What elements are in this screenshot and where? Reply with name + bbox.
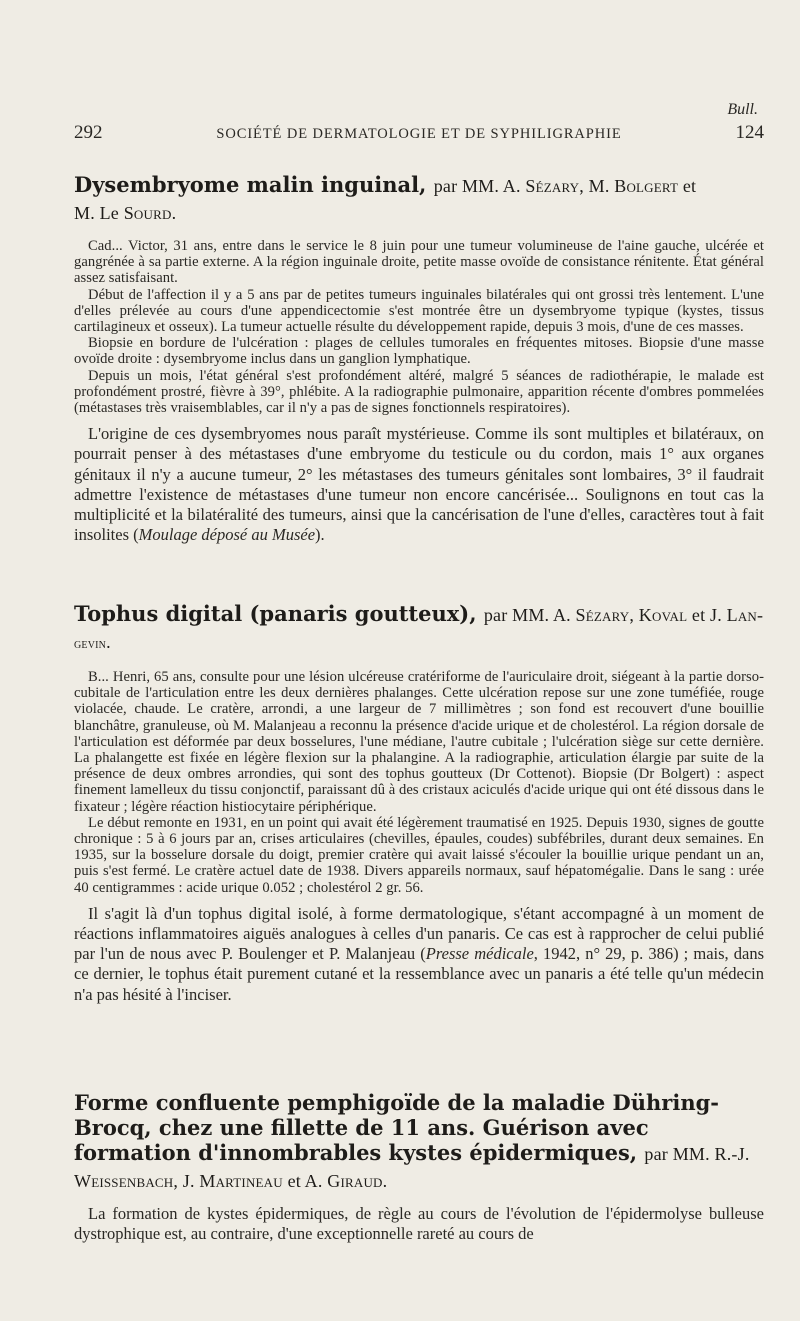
comment-end: ). (315, 525, 325, 545)
comment-text: Il s'agit là d'un tophus digital isolé, à forme dermatologique, s'étant accompagné à un moment de réactions inflammatoires aiguës analogues à celles d'un panaris. Ce cas est à rapprocher de celui publié par l'un de nous avec P. Boulenger et P. Malanjeau ( (74, 903, 764, 964)
article-title (74, 601, 764, 657)
title-text: Forme confluente pemphigoïde de la maladie Dühring-Brocq, chez une fillette de 11 ans. Guérison avec formation d'innombrables kystes épidermiques, (74, 1090, 719, 1165)
intro-paragraph: La formation de kystes épidermiques, de règle au cours de l'évolution de l'épidermolyse bulleuse dystrophique est, au contraire, d'une exceptionnelle rareté au cours de (74, 1204, 764, 1244)
author-name: Lan- (726, 605, 764, 625)
authors-prefix: par MM. A. (483, 605, 571, 625)
authors-prefix: par MM. A. (433, 176, 521, 196)
comment-paragraph (74, 904, 764, 1005)
authors-separator: et J. (691, 605, 722, 625)
case-paragraph: Depuis un mois, l'état général s'est profondément altéré, malgré 5 séances de radiothérapie, le malade est profondément prostré, fièvre à 39°, phlébite. A la radiographie pulmonaire, apparition récente d'ombres pommelées (métastases très vraisemblables, car il n'y a pas de signes fonctionnels respiratoires). (74, 367, 764, 417)
volume-number: 124 (735, 122, 764, 143)
comment-paragraph (74, 424, 764, 545)
running-title: SOCIÉTÉ DE DERMATOLOGIE ET DE SYPHILIGRAPHIE (216, 126, 622, 142)
case-paragraph: Cad... Victor, 31 ans, entre dans le service le 8 juin pour une tumeur volumineuse de l'aine gauche, ulcérée et gangrénée à sa partie externe. A la région inguinale droite, petite masse ovoïde de consistance rénitente. État général assez satisfaisant. (74, 238, 764, 287)
page-number: 292 (74, 122, 103, 143)
comment-italic: Moulage déposé au Musée (138, 525, 316, 545)
article-tophus (74, 601, 764, 1005)
authors-separator: , M. (579, 176, 610, 196)
author-name: Koval (638, 605, 688, 625)
author-name: Sézary (575, 605, 630, 625)
author-name: Sézary (525, 176, 580, 196)
authors-separator: , (629, 605, 635, 625)
authors-end: . (382, 1171, 388, 1191)
article-title (74, 172, 764, 226)
author-name: Martineau (199, 1171, 283, 1191)
bulletin-annotation (727, 101, 758, 119)
authors-separator: et A. (287, 1171, 323, 1191)
authors-prefix: M. Le (74, 203, 119, 223)
running-header (74, 122, 764, 144)
case-paragraph: Le début remonte en 1931, en un point qui avait été légèrement traumatisé en 1925. Depuis 1930, signes de goutte chronique : 5 à 6 jours par an, crises articulaires (chevilles, épaules, coudes) subfébriles, durant deux semaines. En 1935, sur la bosselure dorsale du doigt, premier cratère qui avait laissé s'écouler la bouillie urique pendant un an, puis s'est fermé. Le cratère actuel date de 1938. Divers appareils normaux, sauf hépatomégalie. Dans le sang : urée 40 centigrammes : acide urique 0.052 ; cholestérol 2 gr. 56. (74, 814, 764, 896)
article-title (74, 1090, 764, 1194)
authors-end: . (106, 632, 111, 652)
bulletin-label: Bull. (727, 101, 758, 118)
case-paragraph: Biopsie en bordure de l'ulcération : plages de cellules tumorales en fréquentes mitoses. Biopsie d'une masse ovoïde droite : dysembryome inclus dans un ganglion lymphatique. (74, 335, 764, 368)
article-duhring-brocq (74, 1090, 764, 1244)
author-name: Sourd (123, 203, 172, 223)
title-text: Dysembryome malin inguinal, (74, 172, 427, 197)
author-name: Weissenbach (74, 1171, 174, 1191)
article-dysembryome (74, 172, 764, 545)
case-paragraph: Début de l'affection il y a 5 ans par de petites tumeurs inguinales bilatérales qui ont grossi très lentement. L'une d'elles prélevée au cours d'une appendicectomie s'est montrée être un dysembryome typique (kystes, tissus cartilagineux et osseux). La tumeur actuelle résulte du développement rapide, depuis 3 mois, d'une de ces masses. (74, 286, 764, 336)
comment-text: , 1942, n° 29, p. 386) ; mais, dans ce dernier, le tophus était purement cutané et la ressemblance avec un panaris a été telle qu'un médecin n'a pas hésité à l'inciser. (74, 944, 764, 1004)
author-name: Giraud (327, 1171, 383, 1191)
title-text: Tophus digital (panaris goutteux), (74, 601, 477, 626)
authors-separator: , J. (173, 1171, 195, 1191)
authors-separator: et (678, 176, 697, 196)
case-paragraph: B... Henri, 65 ans, consulte pour une lésion ulcéreuse cratériforme de l'auriculaire droit, siégeant à la partie dorso-cubitale de l'articulation entre les deux dernières phalanges. Cette ulcération repose sur une zone tuméfiée, rouge violacée, chaude. Le cratère, arrondi, a une largeur de 7 millimètres ; son fond est recouvert d'une bouillie blanchâtre, granuleuse, où M. Malanjeau a reconnu la présence d'acide urique et de cholestérol. La région dorsale de l'articulation est déformée par deux bosselures, l'une médiane, l'autre cubitale ; l'ulcération siège sur cette dernière. La phalangette est fixée en légère flexion sur la phalangine. A la radiographie, articulation élargie par suite de la présence de deux ombres arrondies, qui sont des tophus goutteux (Dr Cottenot). Biopsie (Dr Bolgert) : aspect finement lamelleux du tissu conjonctif, paraissant dû à des cristaux aciculés d'acide urique qui ont été dissous dans le fixateur ; légère réaction histiocytaire périphérique. (74, 669, 764, 815)
author-name: Bolgert (614, 176, 679, 196)
authors-prefix: par MM. R.-J. (644, 1144, 750, 1164)
comment-text: L'origine de ces dysembryomes nous paraît mystérieuse. Comme ils sont multiples et bilatéraux, on pourrait penser à des métastases d'une embryome du testicule ou du cordon, mais 1° aux organes génitaux il n'y a aucune tumeur, 2° les métastases des tumeurs génitales sont lombaires, 3° il faudrait admettre l'existence de métastases d'une tumeur non encore cancérisée... Soulignons en tout cas la multiplicité et la bilatéralité des tumeurs, ainsi que la cancérisation de l'une d'elles, caractères tout à fait insolites ( (74, 424, 764, 545)
comment-italic: Presse médicale (425, 944, 534, 964)
authors-end: . (171, 203, 177, 223)
author-name: gevin (74, 637, 107, 652)
